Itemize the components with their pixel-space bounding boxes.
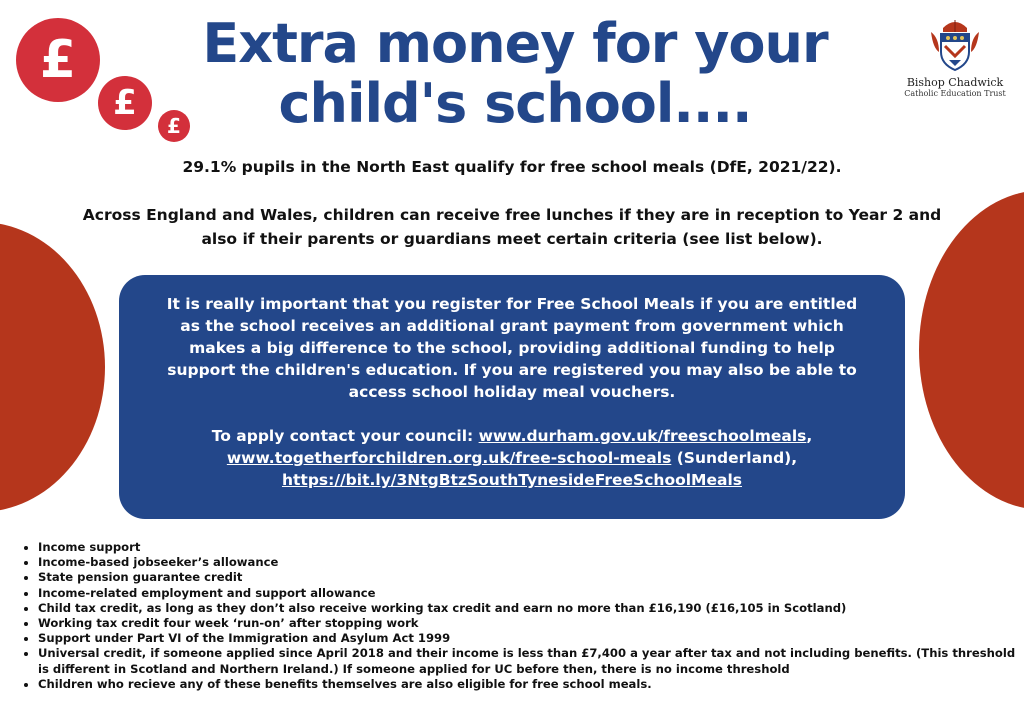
title-line-1: Extra money for your — [202, 12, 828, 75]
pound-symbol: £ — [167, 114, 181, 138]
info-panel — [119, 275, 905, 519]
apply-text — [159, 425, 865, 491]
pound-coin-icon — [98, 76, 152, 130]
list-item: • State pension guarantee credit — [38, 570, 1024, 585]
list-item: • Child tax credit, as long as they don’t also receive working tax credit and earn no more than £16,190 (£16,105 in Scotland) — [38, 601, 1024, 616]
intro-section — [70, 155, 954, 251]
eligibility-text: Across England and Wales, children can receive free lunches if they are in reception to Year 2 and also if their parents or guardians meet certain criteria (see list below). — [82, 206, 942, 248]
pound-symbol: £ — [39, 30, 77, 90]
crest-icon — [929, 18, 981, 74]
list-item: • Support under Part VI of the Immigration and Asylum Act 1999 — [38, 631, 1024, 646]
spacer — [70, 179, 954, 203]
apply-prefix: To apply contact your council: — [211, 427, 479, 445]
pound-symbol: £ — [113, 83, 137, 123]
list-item: • Universal credit, if someone applied since April 2018 and their income is less than £7,400 a year after tax and not including benefits. (This threshold is different in Scotland and Northern Ireland.) If someone applied for UC before then, there is no income threshold — [38, 646, 1024, 676]
logo-subtitle: Catholic Education Trust — [904, 89, 1006, 98]
south-tyneside-link[interactable]: https://bit.ly/3NtgBtzSouthTynesideFreeSchoolMeals — [281, 471, 742, 489]
logo-name: Bishop Chadwick — [906, 76, 1004, 89]
list-item: • Income-based jobseeker’s allowance — [38, 555, 1024, 570]
page-title — [150, 14, 880, 134]
list-item: • Working tax credit four week ‘run-on’ after stopping work — [38, 616, 1024, 631]
criteria-list — [18, 540, 1024, 692]
sunderland-label: (Sunderland), — [671, 449, 798, 467]
trust-logo — [900, 18, 1010, 98]
decorative-circle-left — [0, 222, 105, 512]
durham-link[interactable]: www.durham.gov.uk/freeschoolmeals — [478, 427, 807, 445]
list-item: • Income-related employment and support allowance — [38, 586, 1024, 601]
comma: , — [806, 427, 813, 445]
statistic-text: 29.1% pupils in the North East qualify for free school meals (DfE, 2021/22). — [182, 158, 842, 176]
pound-coin-icon — [16, 18, 100, 102]
title-line-2: child's school.... — [278, 72, 752, 135]
importance-text: It is really important that you register for Free School Meals if you are entitled as the school receives an additional grant payment from government which makes a big difference to the school, providing additional funding to help support the children's education. If you are registered you may also be able to access school holiday meal vouchers. — [166, 295, 858, 401]
list-item: • Children who recieve any of these benefits themselves are also eligible for free school meals. — [38, 677, 1024, 692]
list-item: • Income support — [38, 540, 1024, 555]
sunderland-link[interactable]: www.togetherforchildren.org.uk/free-school-meals — [226, 449, 672, 467]
